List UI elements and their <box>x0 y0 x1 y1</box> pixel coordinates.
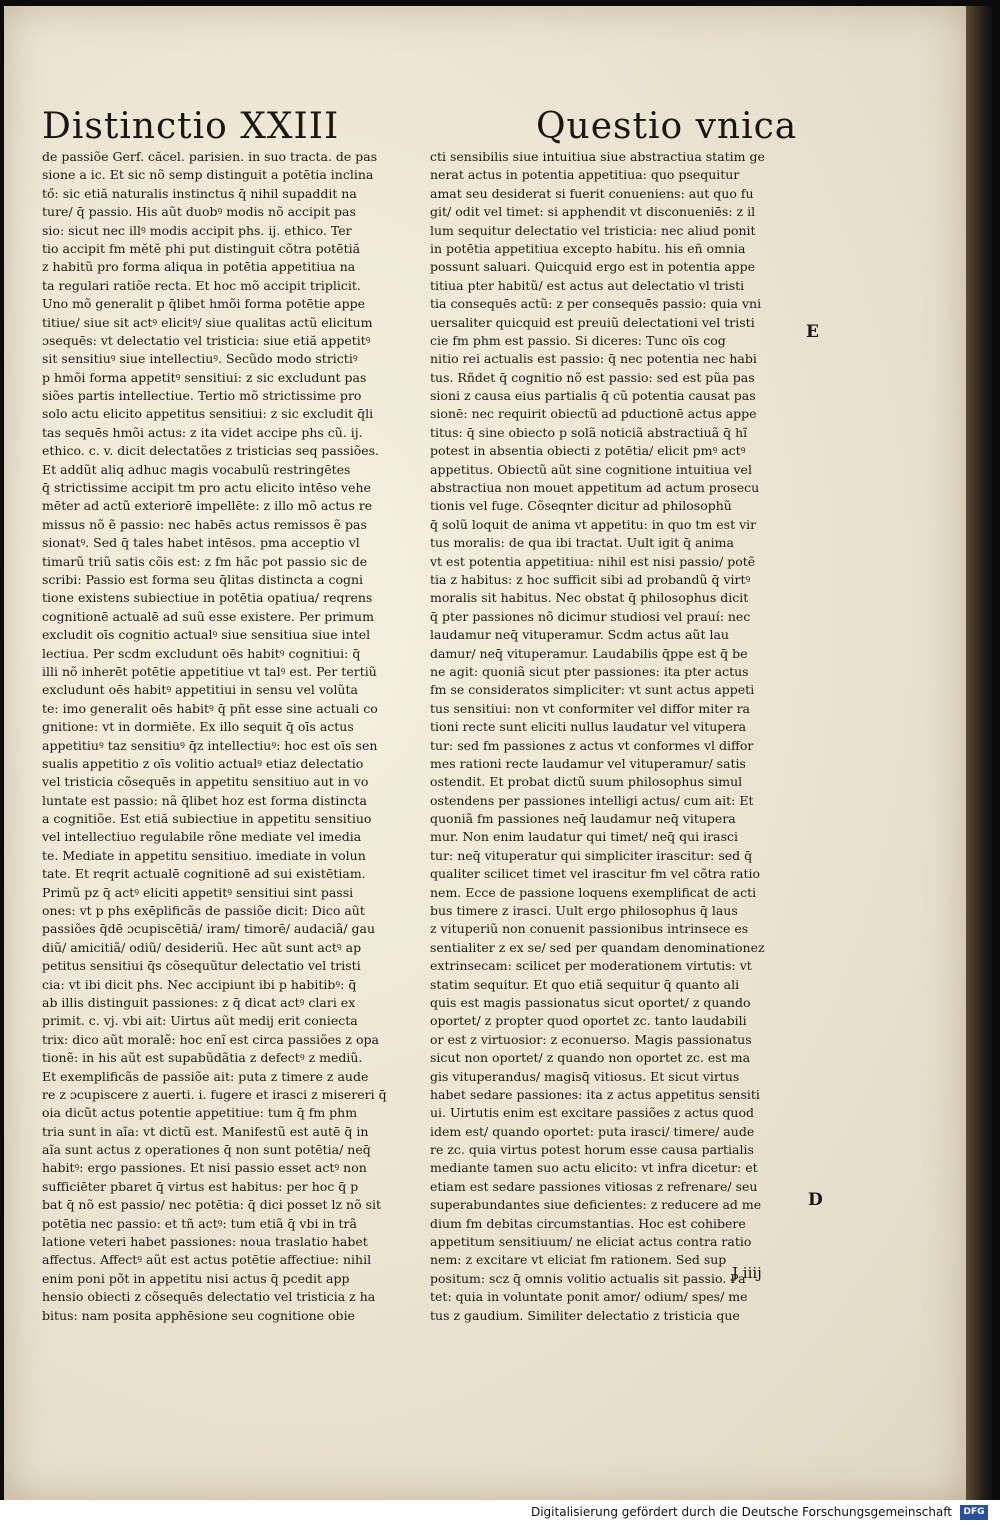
text-line: nitio rei actualis est passio: q̄ nec potentia nec habi <box>430 351 757 367</box>
text-line: latione veteri habet passiones: noua traslatio habet <box>42 1234 368 1250</box>
text-line: a cognitiõe. Est etiă subiectiue in appetitu sensitiuo <box>42 811 372 827</box>
text-line: potest in absentia obiecti z potētia/ elicit pmꝰ actꝰ <box>430 443 746 459</box>
text-line: titiua pter habitũ/ est actus aut delectatio vl tristi <box>430 277 745 293</box>
text-line: tő: sic etiă naturalis instinctus q̄ nihil supaddit na <box>42 185 357 201</box>
text-line: Uno mõ generalit p q̄libet hmõi forma potētie appe <box>42 296 366 312</box>
footer-bar <box>0 1500 1000 1525</box>
text-line: sionē: nec requirit obiectũ ad pductionē actus appe <box>430 406 757 422</box>
text-line: git/ odit vel timet: si apphendit vt disconueniēs: z il <box>430 204 756 220</box>
text-line: passiões q̄dē ɔcupiscētiă/ iram/ timorē/ audaciã/ gau <box>42 921 376 937</box>
text-line: tia z habitus: z hoc sufficit sibi ad probandũ q̄ virtꝰ <box>430 571 751 587</box>
text-line: nerat actus in potentia appetitiua: quo psequitur <box>430 167 740 183</box>
text-line: tria sunt in aĩa: vt dictũ est. Manifestũ est autē q̄ in <box>42 1123 369 1139</box>
text-line: quis est magis passionatus sicut oportet/ z quando <box>430 994 751 1010</box>
text-line: etiam est sedare passiones vitiosas z refrenare/ seu <box>430 1178 758 1194</box>
text-line: idem est/ quando oportet: puta irasci/ timere/ aude <box>430 1123 755 1139</box>
text-line: bat q̄ nõ est passio/ nec potētia: q̄ dici posset lz nõ sit <box>42 1197 382 1213</box>
text-line: luntate est passio: nã q̄libet hoz est forma distincta <box>42 792 367 808</box>
text-line: or est z virtuosior: z econuerso. Magis passionatus <box>430 1031 752 1047</box>
text-line: re zc. quia virtus potest horum esse causa partialis <box>430 1142 754 1158</box>
text-line: te. Mediate in appetitu sensitiuo. imediate in volun <box>42 847 366 863</box>
text-line: sit sensitiuꝰ siue intellectiuꝰ. Secũdo modo strictiꝰ <box>42 351 358 367</box>
text-line: z vituperiũ non conuenit passionibus intrinsece es <box>430 921 749 937</box>
text-line: hensio obiecti z cõsequēs delectatio vel tristicia z ha <box>42 1289 376 1305</box>
text-line: potētia nec passio: et tñ actꝰ: tum etiã q̄ vbi in trã <box>42 1215 357 1231</box>
text-line: sentialiter z ex se/ sed per quandam denominationez <box>430 939 765 955</box>
text-line: tas sequēs hmõi actus: z ita videt accipe phs cũ. ij. <box>42 424 363 440</box>
text-line: ɔsequēs: vt delectatio vel tristicia: siue etiă appetitꝰ <box>42 332 371 348</box>
text-line: positum: scz q̄ omnis volitio actualis sit passio. Pa <box>430 1270 746 1286</box>
signature-mark: J iiij <box>732 1264 762 1282</box>
page-edge <box>966 6 992 1500</box>
text-line: nem: z excitare vt eliciat fm rationem. Sed sup <box>430 1252 727 1268</box>
text-line: mes rationi recte laudamur vel vituperamur/ satis <box>430 755 746 771</box>
text-line: oia dicũt actus potentie appetitiue: tum q̄ fm phm <box>42 1105 358 1121</box>
text-line: q̄ strictissime accipit tm pro actu elicito intēso vehe <box>42 480 371 496</box>
text-line: ostendit. Et probat dictũ suum philosophus simul <box>430 774 743 790</box>
text-line: missus nõ ẽ passio: nec habēs actus remissos ẽ pas <box>42 516 367 532</box>
text-line: sufficiēter pbaret q̄ virtus est habitus: per hoc q̄ p <box>42 1178 359 1194</box>
text-line: sioni z causa eius partialis q̄ cũ potentia causat pas <box>430 388 756 404</box>
text-line: vel intellectiuo regulabile rõne mediate vel imedia <box>42 829 362 845</box>
text-line: sionatꝰ. Sed q̄ tales habet intēsos. pma acceptio vl <box>42 535 360 551</box>
text-line: q̄ solũ loquit de anima vt appetitu: in quo tm est vir <box>430 516 757 532</box>
text-line: bus timere z irasci. Uult ergo philosophus q̄ laus <box>430 903 738 919</box>
text-line: q̄ pter passiones nõ dicimur studiosi vel prauí: nec <box>430 608 751 624</box>
text-line: cia: vt ibi dicit phs. Nec accipiunt ibi p habitibꝰ: q̄ <box>42 976 357 992</box>
text-line: ture/ q̄ passio. His aũt duobꝰ modis nõ accipit pas <box>42 204 356 220</box>
text-line: tur: neq̄ vituperatur qui simpliciter irascitur: sed q̄ <box>430 847 753 863</box>
text-line: bitus: nam posita apphēsione seu cognitione obie <box>42 1307 355 1323</box>
text-line: tioni recte sunt eliciti nullus laudatur vel vitupera <box>430 719 747 735</box>
text-line: superabundantes siue deficientes: z reducere ad me <box>430 1197 762 1213</box>
text-line: affectus. Affectꝰ aũt est actus potētie affectiue: nihil <box>42 1252 372 1268</box>
text-line: quoniã fm passiones neq̄ laudamur neq̄ vitupera <box>430 811 736 827</box>
text-line: titiue/ siue sit actꝰ elicitꝰ/ siue qualitas actũ elicitum <box>42 314 373 330</box>
text-line: ab illis distinguit passiones: z q̄ dicat actꝰ clari ex <box>42 994 356 1010</box>
text-line: appetitiuꝰ taz sensitiuꝰ q̄z intellectiuꝰ: hoc est oīs sen <box>42 737 378 753</box>
text-line: ones: vt p phs exēplificãs de passiõe dicit: Dico aũt <box>42 903 365 919</box>
text-line: vel tristicia cõsequēs in appetitu sensitiuo aut in vo <box>42 774 369 790</box>
text-line: lum sequitur delectatio vel tristicia: nec aliud ponit <box>430 222 756 238</box>
text-line: possunt saluari. Quicquid ergo est in potentia appe <box>430 259 756 275</box>
text-line: nem. Ecce de passione loquens exemplificat de acti <box>430 884 757 900</box>
text-line: tio accipit fm mĕtĕ phi put distinguit cõtra potētiă <box>42 240 361 256</box>
text-line: mur. Non enim laudatur qui timet/ neq̄ qui irasci <box>430 829 738 845</box>
text-line: illi nõ inherēt potētie appetitiue vt talꝰ est. Per tertiũ <box>42 663 377 679</box>
running-head-left: Distinctio XXIII <box>42 106 340 147</box>
text-line: tione existens subiectiue in potētia opatiua/ reqrens <box>42 590 373 606</box>
text-line: extrinsecam: scilicet per moderationem virtutis: vt <box>430 958 752 974</box>
text-line: lectiua. Per scdm excludunt oēs habitꝰ cognitiui: q̄ <box>42 645 361 661</box>
text-line: diũ/ amicitiã/ odiũ/ desideriũ. Hec aũt sunt actꝰ ap <box>42 939 362 955</box>
dfg-logo: DFG <box>960 1505 988 1520</box>
text-line: vt est potentia appetitiua: nihil est nisi passio/ potẽ <box>430 553 756 569</box>
text-line: tia consequēs actũ: z per consequēs passio: quia vni <box>430 296 762 312</box>
text-line: Primũ pz q̄ actꝰ eliciti appetitꝰ sensitiui sint passi <box>42 884 354 900</box>
text-line: tur: sed fm passiones z actus vt conformes vl diffor <box>430 737 754 753</box>
text-line: uersaliter quicquid est preuiũ delectationi vel tristi <box>430 314 755 330</box>
text-line: sualis appetitio z oīs volitio actualꝰ etiaz delectatio <box>42 755 364 771</box>
text-line: appetitum sensitiuum/ ne eliciat actus contra ratio <box>430 1234 752 1250</box>
text-line: tus z gaudium. Similiter delectatio z tristicia que <box>430 1307 740 1323</box>
text-line: gis vituperandus/ magisq̄ vitiosus. Et sicut virtus <box>430 1068 740 1084</box>
text-line: amat seu desiderat si fuerit conueniens: aut quo fu <box>430 185 754 201</box>
text-line: ethico. c. v. dicit delectatões z tristicias seq passiões. <box>42 443 380 459</box>
text-line: de passiõe Gerf. căcel. parisien. in suo tracta. de pas <box>42 149 378 164</box>
text-line: oportet/ z propter quod oportet zc. tanto laudabili <box>430 1013 747 1029</box>
text-line: tus sensitiui: non vt conformiter vel diffor miter ra <box>430 700 751 716</box>
text-line: re z ɔcupiscere z auerti. i. fugere et irasci z misereri q̄ <box>42 1086 387 1102</box>
text-line: moralis sit habitus. Nec obstat q̄ philosophus dicit <box>430 590 749 606</box>
text-line: cognitionē actualē ad suũ esse existere. Per primum <box>42 608 374 624</box>
text-line: z habitũ pro forma aliqua in potētia appetitiua na <box>42 259 356 275</box>
text-line: timarũ triũ satis cõis est: z fm hãc pot passio sic de <box>42 553 368 569</box>
text-line: Et addũt aliq adhuc magis vocabulũ restringētes <box>42 461 351 477</box>
text-line: mēter ad actũ exteriorē impellēte: z illo mõ actus re <box>42 498 373 514</box>
footer-credit: Digitalisierung gefördert durch die Deutsche Forschungsgemeinschaft <box>530 1505 952 1519</box>
text-line: primit. c. vj. vbi ait: Uirtus aũt medij erit coniecta <box>42 1013 358 1029</box>
text-line: sicut non oportet/ z quando non oportet zc. est ma <box>430 1050 751 1066</box>
text-line: in potētia appetitiua excepto habitu. his eñ omnia <box>430 240 746 256</box>
text-line: tate. Et reqrit actualē cognitionē ad sui existētiam. <box>42 866 366 882</box>
text-line: trix: dico aũt moralẽ: hoc enĩ est circa passiões z opa <box>42 1031 379 1047</box>
text-line: ne agit: quoniã sicut pter passiones: ita pter actus <box>430 663 749 679</box>
text-line: abstractiua non mouet appetitum ad actum prosecu <box>430 480 760 496</box>
running-head-right: Questio vnica <box>536 106 798 147</box>
text-line: tionẽ: in his aũt est supabũdãtia z defectꝰ z mediũ. <box>42 1050 363 1066</box>
text-line: sione a ic. Et sic nõ semp distinguit a potētia inclina <box>42 167 374 183</box>
text-line: solo actu elicito appetitus sensitiui: z sic excludit q̄li <box>42 406 374 422</box>
text-line: ostendens per passiones intelligi actus/ cum ait: Et <box>430 792 754 808</box>
text-line: mediante tamen suo actu elicito: vt infra dicetur: et <box>430 1160 758 1176</box>
right-text-column <box>430 148 804 1325</box>
text-line: tionis vel fuge. Cõseqnter dicitur ad philosophũ <box>430 498 732 514</box>
text-line: tus. Rñdet q̄ cognitio nõ est passio: sed est pũa pas <box>430 369 755 385</box>
text-line: scribi: Passio est forma seu q̄litas distincta a cogni <box>42 571 364 587</box>
text-line: p hmõi forma appetitꝰ sensitiui: z sic excludunt pas <box>42 369 367 385</box>
text-line: ta regulari ratiõe recta. Et hoc mõ accipit triplicit. <box>42 277 361 293</box>
text-line: laudamur neq̄ vituperamur. Scdm actus aũt lau <box>430 627 729 643</box>
text-line: qualiter scilicet timet vel irascitur fm vel cõtra ratio <box>430 866 761 882</box>
margin-note-d: D <box>808 1190 823 1210</box>
text-line: aĩa sunt actus z operationes q̄ non sunt potētia/ neq̄ <box>42 1142 371 1158</box>
text-line: enim poni põt in appetitu nisi actus q̄ pcedit app <box>42 1270 350 1286</box>
text-line: tet: quia in voluntate ponit amor/ odium/ spes/ me <box>430 1289 748 1305</box>
text-line: sio: sicut nec illꝰ modis accipit phs. ij. ethico. Ter <box>42 222 352 238</box>
text-line: excludit oīs cognitio actualꝰ siue sensitiua siue intel <box>42 627 371 643</box>
text-line: fm se consideratos simpliciter: vt sunt actus appeti <box>430 682 755 698</box>
text-line: cti sensibilis siue intuitiua siue abstractiua statim ge <box>430 149 765 164</box>
text-line: Et exemplificãs de passiõe ait: puta z timere z aude <box>42 1068 369 1084</box>
text-line: habet sedare passiones: ita z actus appetitus sensiti <box>430 1086 760 1102</box>
text-line: appetitus. Obiectũ aũt sine cognitione intuitiua vel <box>430 461 752 477</box>
text-line: cie fm phm est passio. Si diceres: Tunc oīs cog <box>430 332 726 348</box>
text-line: te: imo generalit oēs habitꝰ q̄ pñt esse sine actuali co <box>42 700 378 716</box>
text-line: petitus sensitiui q̄s cõsequũtur delectatio vel tristi <box>42 958 361 974</box>
text-line: dium fm debitas circumstantias. Hoc est cohibere <box>430 1215 746 1231</box>
margin-note-e: E <box>806 322 819 342</box>
left-text-column <box>42 148 420 1325</box>
text-line: gnitione: vt in dormiēte. Ex illo sequit q̄ oīs actus <box>42 719 354 735</box>
text-line: siões partis intellectiue. Tertio mõ strictissime pro <box>42 388 362 404</box>
text-line: excludunt oēs habitꝰ appetitiui in sensu vel volũta <box>42 682 358 698</box>
text-line: damur/ neq̄ vituperamur. Laudabilis q̄ppe est q̄ be <box>430 645 748 661</box>
text-line: statim sequitur. Et quo etiã sequitur q̄ quanto ali <box>430 976 740 992</box>
text-line: habitꝰ: ergo passiones. Et nisi passio esset actꝰ non <box>42 1160 367 1176</box>
text-line: titus: q̄ sine obiecto p solã noticiã abstractiuã q̄ hĩ <box>430 424 748 440</box>
text-line: ui. Uirtutis enim est excitare passiões z actus quod <box>430 1105 754 1121</box>
text-line: tus moralis: de qua ibi tractat. Uult igit q̄ anima <box>430 535 734 551</box>
